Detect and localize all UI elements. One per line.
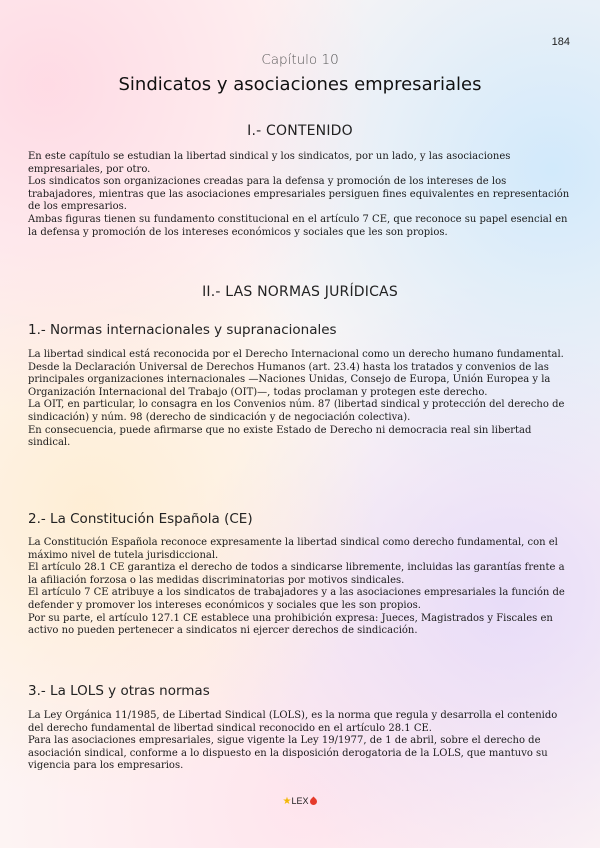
subsection-heading-internacionales: 1.- Normas internacionales y supranacionales <box>28 322 337 338</box>
subsection-heading-constitucion: 2.- La Constitución Española (CE) <box>28 511 253 527</box>
chapter-label: Capítulo 10 <box>261 52 339 68</box>
paragraph: Desde la Declaración Universal de Derechos Humanos (art. 23.4) hasta los tratados y convenios de las principales organizaciones internacionales —Naciones Unidas, Consejo de Europa, Unión Europea y la Organización Internacional del Trabajo (OIT)—, todas proclaman y protegen este derecho. <box>28 361 551 398</box>
paragraph: Ambas figuras tienen su fundamento constitucional en el artículo 7 CE, que reconoce su papel esencial en la defensa y promoción de los intereses económicos y sociales que les son propios. <box>28 213 568 238</box>
star-icon: ★ <box>282 796 292 807</box>
page-title: Sindicatos y asociaciones empresariales <box>118 74 482 95</box>
paragraph: En consecuencia, puede afirmarse que no existe Estado de Derecho ni democracia real sin libertad sindical. <box>28 424 532 449</box>
paragraph: Por su parte, el artículo 127.1 CE establece una prohibición expresa: Jueces, Magistrados y Fiscales en activo no pueden pertenecer a sindicatos ni ejercer derechos de sindicación. <box>28 612 553 637</box>
page-number: 184 <box>551 36 570 48</box>
subsection-body-constitucion <box>28 537 573 638</box>
subsection-heading-lols: 3.- La LOLS y otras normas <box>28 683 210 699</box>
section-heading-normas: II.- LAS NORMAS JURÍDICAS <box>202 284 398 300</box>
paragraph: El artículo 7 CE atribuye a los sindicatos de trabajadores y a las asociaciones empresariales la función de defender y promover los intereses económicos y sociales que les son propios. <box>28 587 565 611</box>
section-heading-contenido: I.- CONTENIDO <box>247 123 353 139</box>
paragraph: En este capítulo se estudian la libertad sindical y los sindicatos, por un lado, y las asociaciones empresariales, por otro. <box>28 151 511 175</box>
paragraph: El artículo 28.1 CE garantiza el derecho de todos a sindicarse libremente, incluidas las garantías frente a la afiliación forzosa o las medidas discriminatorias por motivos sindicales. <box>28 562 565 586</box>
subsection-body-lols <box>28 710 573 773</box>
drop-icon <box>309 797 319 807</box>
paragraph: Para las asociaciones empresariales, sigue vigente la Ley 19/1977, de 1 de abril, sobre el derecho de asociación sindical, conforme a lo dispuesto en la disposición derogatoria de la LOLS, que mantuvo su vigencia para los empresarios. <box>28 735 548 772</box>
paragraph: La Constitución Española reconoce expresamente la libertad sindical como derecho fundamental, con el máximo nivel de tutela jurisdiccional. <box>28 537 558 561</box>
footer-brand <box>0 796 600 807</box>
paragraph: La libertad sindical está reconocida por el Derecho Internacional como un derecho humano fundamental. <box>28 349 564 360</box>
subsection-body-internacionales <box>28 349 573 450</box>
brand-label: LEX <box>291 796 309 806</box>
paragraph: La OIT, en particular, lo consagra en los Convenios núm. 87 (libertad sindical y protección del derecho de sindicación) y núm. 98 (derecho de sindicación y de negociación colectiva). <box>28 399 565 423</box>
paragraph: La Ley Orgánica 11/1985, de Libertad Sindical (LOLS), es la norma que regula y desarrolla el contenido del derecho fundamental de libertad sindical reconocido en el artículo 28.1 CE. <box>28 710 558 734</box>
section-body-contenido <box>28 151 573 239</box>
paragraph: Los sindicatos son organizaciones creadas para la defensa y promoción de los intereses de los trabajadores, mientras que las asociaciones empresariales persiguen fines equivalentes en representación de los empresarios. <box>28 176 570 213</box>
